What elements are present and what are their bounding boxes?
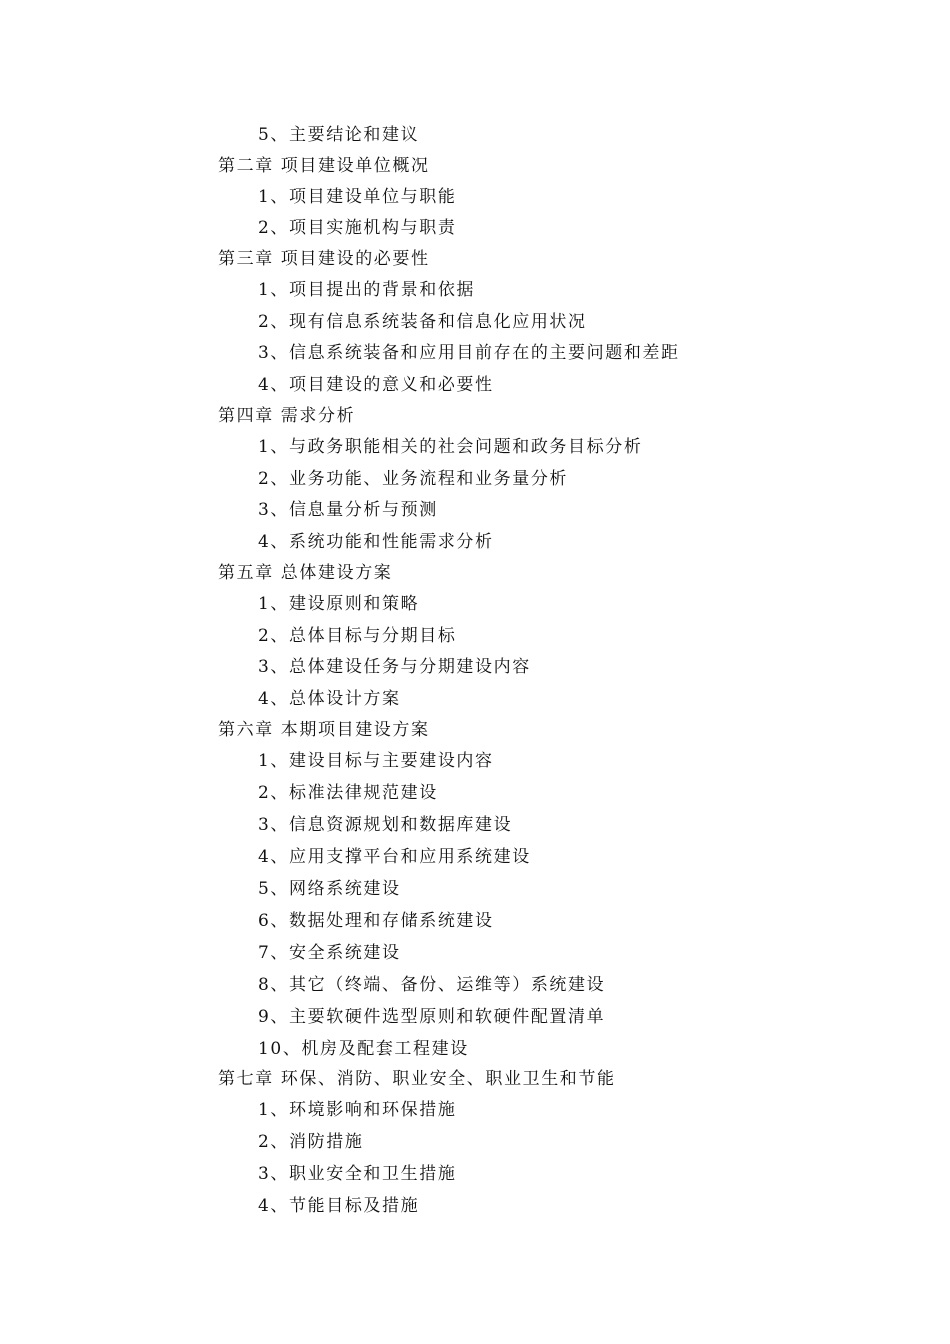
toc-item: 3、职业安全和卫生措施	[258, 1164, 457, 1184]
toc-item: 4、节能目标及措施	[258, 1196, 420, 1216]
toc-item: 1、与政务职能相关的社会问题和政务目标分析	[258, 437, 643, 457]
toc-item: 3、总体建设任务与分期建设内容	[258, 657, 531, 677]
toc-item: 2、标准法律规范建设	[258, 783, 438, 803]
toc-item: 4、总体设计方案	[258, 689, 401, 709]
toc-item: 9、主要软硬件选型原则和软硬件配置清单	[258, 1007, 606, 1027]
toc-item: 7、安全系统建设	[258, 943, 401, 963]
toc-chapter: 第二章 项目建设单位概况	[218, 156, 430, 176]
toc-item: 4、系统功能和性能需求分析	[258, 532, 494, 552]
toc-item: 2、项目实施机构与职责	[258, 218, 457, 238]
toc-item: 3、信息系统装备和应用目前存在的主要问题和差距	[258, 343, 680, 363]
toc-chapter: 第五章 总体建设方案	[218, 563, 393, 583]
toc-item: 8、其它（终端、备份、运维等）系统建设	[258, 975, 606, 995]
toc-item: 1、项目建设单位与职能	[258, 187, 457, 207]
toc-item: 2、现有信息系统装备和信息化应用状况	[258, 312, 587, 332]
toc-item: 2、消防措施	[258, 1132, 364, 1152]
toc-item: 1、建设原则和策略	[258, 594, 420, 614]
toc-item: 4、项目建设的意义和必要性	[258, 375, 494, 395]
toc-chapter: 第三章 项目建设的必要性	[218, 249, 430, 269]
toc-item: 3、信息资源规划和数据库建设	[258, 815, 513, 835]
toc-item: 4、应用支撑平台和应用系统建设	[258, 847, 531, 867]
toc-item: 6、数据处理和存储系统建设	[258, 911, 494, 931]
toc-item: 1、环境影响和环保措施	[258, 1100, 457, 1120]
toc-item: 5、网络系统建设	[258, 879, 401, 899]
toc-item: 2、总体目标与分期目标	[258, 626, 457, 646]
toc-item: 5、主要结论和建议	[258, 125, 420, 145]
toc-chapter: 第四章 需求分析	[218, 406, 356, 426]
toc-item: 1、建设目标与主要建设内容	[258, 751, 494, 771]
toc-item: 10、机房及配套工程建设	[258, 1039, 469, 1059]
toc-chapter: 第七章 环保、消防、职业安全、职业卫生和节能	[218, 1069, 616, 1089]
toc-item: 1、项目提出的背景和依据	[258, 280, 476, 300]
toc-chapter: 第六章 本期项目建设方案	[218, 720, 430, 740]
toc-item: 2、业务功能、业务流程和业务量分析	[258, 469, 569, 489]
toc-item: 3、信息量分析与预测	[258, 500, 438, 520]
